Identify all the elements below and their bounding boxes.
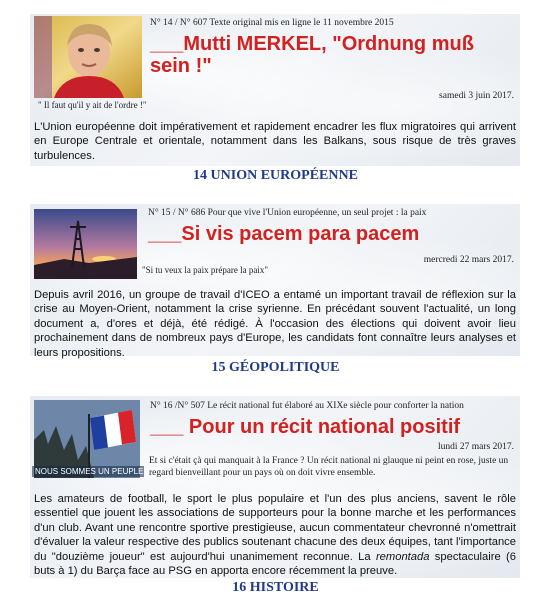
section-link[interactable]: 16 HISTOIRE xyxy=(232,580,319,595)
article-date: lundi 27 mars 2017. xyxy=(438,442,514,452)
section-link[interactable]: 15 GÉOPOLITIQUE xyxy=(211,360,340,375)
section-link[interactable]: 14 UNION EUROPÉENNE xyxy=(193,168,358,183)
article-headline[interactable]: ___Mutti MERKEL, "Ordnung muß sein !" xyxy=(150,33,474,77)
portrait-image xyxy=(34,16,142,98)
summary-text: Les amateurs de football, le sport le plus populaire et l'un des plus anciens, savent le rôle essentiel que jouent les associations de supporteurs pour la bonne marche et les performances d'un club. Avant une rencontre sportive prestigieuse, aucun commentateur chevronné n'omettrait d'évaluer la valeur respective des publics soutenant chacune des deux équipes, tant l'importance du "douzième joueur" est aujourd'hui unanimement reconnue. La xyxy=(34,493,516,563)
landscape-image xyxy=(34,209,137,279)
article-date: mercredi 22 mars 2017. xyxy=(423,255,514,265)
article-meta: N° 15 / N° 686 Pour que vive l'Union européenne, un seul projet : la paix xyxy=(148,208,427,218)
article-headline[interactable]: ___Si vis pacem para pacem xyxy=(148,223,420,245)
article-quote: "Si tu veux la paix prépare la paix" xyxy=(142,265,269,275)
image-caption: NOUS SOMMES UN PEUPLE xyxy=(32,466,144,477)
article-quote: " Il faut qu'il y ait de l'ordre !" xyxy=(38,100,147,110)
article-summary: Depuis avril 2016, un groupe de travail d'ICEO a entamé un important travail de réflexion sur la crise au Moyen-Orient, notamment la crise syrienne. En précédant souvent l'actualité, un long document a, d'ores et déjà, été rédigé. À l'occasion des élections qui doivent avoir lieu prochainement dans de nombreux pays d'Europe, les candidats font connaître leurs analyses et leurs propositions. xyxy=(34,289,516,359)
article-image-landscape[interactable] xyxy=(34,209,137,279)
article-headline[interactable]: ___ Pour un récit national positif xyxy=(150,416,461,438)
article-meta: N° 14 / N° 607 Texte original mis en ligne le 11 novembre 2015 xyxy=(150,18,394,28)
article-date: samedi 3 juin 2017. xyxy=(439,91,514,101)
summary-italic: remontada xyxy=(375,550,430,563)
article-meta: N° 16 /N° 507 Le récit national fut élaboré au XIXe siècle pour conforter la nation xyxy=(150,401,464,411)
article-card xyxy=(30,396,520,578)
article-image-portrait[interactable] xyxy=(34,16,142,98)
article-summary: L'Union européenne doit impérativement et rapidement encadrer les flux migratoires qui arrivent en Europe Centrale et orientale, notamment dans les Balkans, sous risque de très graves turbulences. xyxy=(34,121,516,162)
article-summary xyxy=(34,492,516,578)
summary-text-end: spectaculaire (6 buts à 1) du Barça face au PSG en apporta encore récemment la preuve. xyxy=(34,550,516,578)
article-card xyxy=(30,204,520,359)
article-card xyxy=(30,14,520,166)
article-intro: Et si c'était çà qui manquait à la France ? Un récit national ni glauque ni peint en rose, juste un regard bienveillant pour un pays où on doit vivre ensemble. xyxy=(149,456,509,478)
